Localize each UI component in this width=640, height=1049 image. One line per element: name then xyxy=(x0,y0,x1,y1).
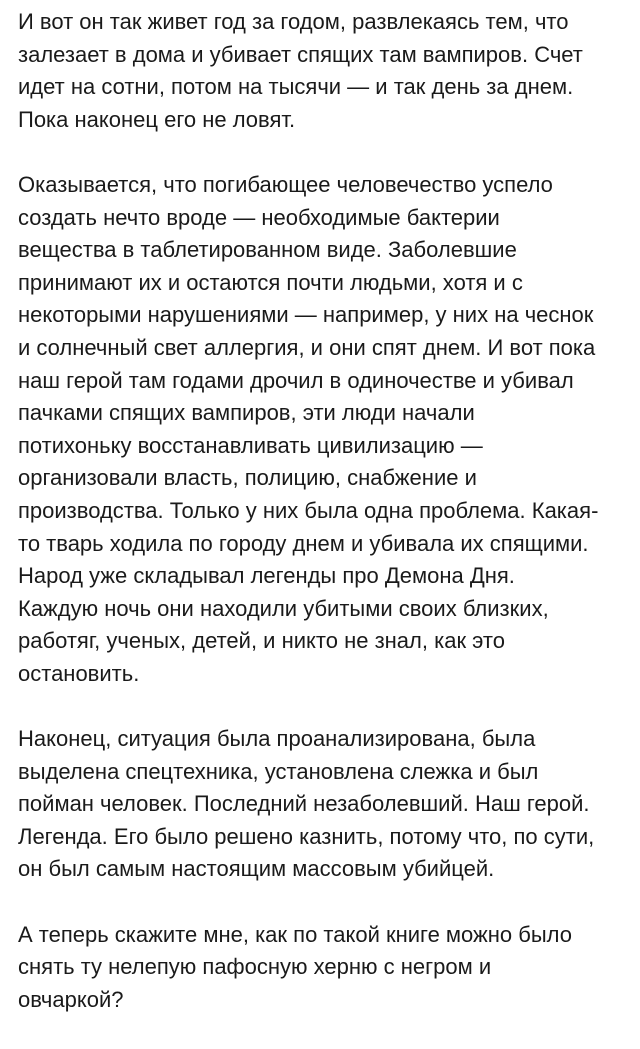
text-line: пойман человек. Последний незаболевший. Наш герой. xyxy=(18,791,590,817)
text-line: он был самым настоящим массовым убийцей. xyxy=(18,856,495,882)
text-line: овчаркой? xyxy=(18,986,124,1012)
text-line: производства. Только у них была одна проблема. Какая- xyxy=(18,497,599,523)
text-line: принимают их и остаются почти людьми, хотя и с xyxy=(18,269,523,295)
text-line: пачками спящих вампиров, эти люди начали xyxy=(18,400,475,426)
text-line: Каждую ночь они находили убитыми своих близких, xyxy=(18,595,549,621)
text-line: снять ту нелепую пафосную херню с негром и xyxy=(18,954,492,980)
text-line: Оказывается, что погибающее человечество успело xyxy=(18,171,553,197)
text-line: создать нечто вроде — необходимые бактерии xyxy=(18,204,500,230)
paragraph-1 xyxy=(18,6,630,136)
text-line: выделена спецтехника, установлена слежка и был xyxy=(18,758,539,784)
text-line: И вот он так живет год за годом, развлекаясь тем, что xyxy=(18,9,569,34)
text-line: Легенда. Его было решено казнить, потому что, по сути, xyxy=(18,823,595,849)
text-line: остановить. xyxy=(18,660,140,686)
text-line: А теперь скажите мне, как по такой книге можно было xyxy=(18,921,572,947)
paragraph-3 xyxy=(18,723,630,886)
text-line: Пока наконец его не ловят. xyxy=(18,106,296,132)
text-line: залезает в дома и убивает спящих там вампиров. Счет xyxy=(18,41,583,67)
text-line: идет на сотни, потом на тысячи — и так день за днем. xyxy=(18,74,574,100)
text-line: потихоньку восстанавливать цивилизацию — xyxy=(18,432,483,458)
text-line: организовали власть, полицию, снабжение и xyxy=(18,465,477,491)
text-line: и солнечный свет аллергия, и они спят днем. И вот пока xyxy=(18,334,596,360)
text-line: работяг, ученых, детей, и никто не знал, как это xyxy=(18,628,505,654)
text-line: вещества в таблетированном виде. Заболевшие xyxy=(18,237,517,263)
post-text xyxy=(18,6,630,1049)
text-line: наш герой там годами дрочил в одиночестве и убивал xyxy=(18,367,574,393)
text-line: то тварь ходила по городу днем и убивала их спящими. xyxy=(18,530,589,556)
text-line: Наконец, ситуация была проанализирована, была xyxy=(18,726,536,752)
text-line: некоторыми нарушениями — например, у них на чеснок xyxy=(18,302,594,328)
paragraph-2 xyxy=(18,169,630,691)
text-line: Народ уже складывал легенды про Демона Дня. xyxy=(18,563,515,589)
paragraph-4 xyxy=(18,919,630,1017)
